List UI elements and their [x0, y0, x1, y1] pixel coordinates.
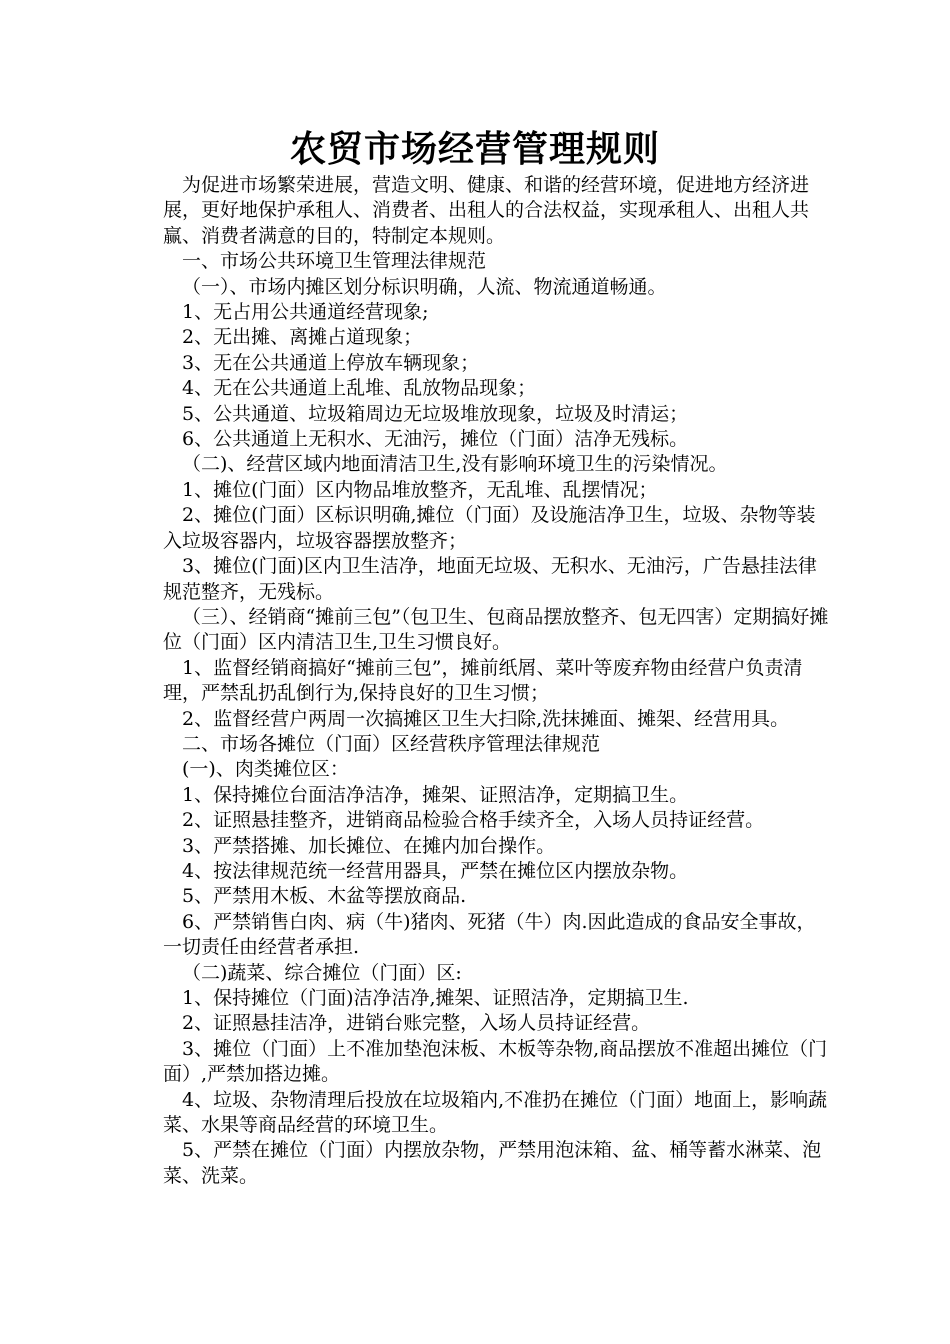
paragraph: 3、严禁搭摊、加长摊位、在摊内加台操作。: [182, 834, 556, 857]
paragraph: 4、按法律规范统一经营用器具，严禁在摊位区内摆放杂物。: [182, 859, 689, 882]
paragraph: 1、摊位(门面）区内物品堆放整齐，无乱堆、乱摆情况；: [182, 478, 658, 501]
paragraph: 二、市场各摊位（门面）区经营秩序管理法律规范: [182, 732, 601, 755]
paragraph: 6、严禁销售白肉、病（牛)猪肉、死猪（牛）肉.因此造成的食品安全事故，一切责任由经营者承担.: [163, 910, 816, 959]
paragraph: 1、监督经销商搞好“摊前三包”，摊前纸屑、菜叶等废弃物由经营户负责清理，严禁乱扔乱倒行为,保持良好的卫生习惯；: [163, 656, 803, 705]
paragraph: （二)、经营区域内地面清洁卫生,没有影响环境卫生的污染情况。: [182, 453, 728, 476]
paragraph: （二)蔬菜、综合摊位（门面）区:: [182, 961, 462, 984]
paragraph: （三）、经销商“摊前三包”（包卫生、包商品摆放整齐、包无四害）定期搞好摊位（门面）区内清洁卫生,卫生习惯良好。: [163, 605, 829, 654]
paragraph: 5、严禁在摊位（门面）内摆放杂物，严禁用泡沫箱、盆、桶等蓄水淋菜、泡菜、洗菜。: [163, 1139, 822, 1187]
paragraph: 2、摊位(门面）区标识明确,摊位（门面）及设施洁净卫生，垃圾、杂物等装入垃圾容器内，垃圾容器摆放整齐；: [163, 504, 816, 552]
document-body: [163, 173, 833, 1189]
paragraph: 3、摊位（门面）上不准加垫泡沫板、木板等杂物,商品摆放不准超出摊位（门面）,严禁加搭边摊。: [163, 1037, 828, 1086]
document-title: 农贸市场经营管理规则: [289, 128, 660, 170]
paragraph: 一、市场公共环境卫生管理法律规范: [182, 250, 487, 273]
paragraph: 1、保持摊位（门面)洁净洁净,摊架、证照洁净，定期搞卫生.: [182, 987, 689, 1009]
paragraph: 3、摊位(门面)区内卫生洁净，地面无垃圾、无积水、无油污，广告悬挂法律规范整齐，无残标。: [163, 555, 817, 603]
paragraph: 3、无在公共通道上停放车辆现象；: [182, 351, 480, 374]
paragraph: 2、证照悬挂洁净，进销台账完整，入场人员持证经营。: [182, 1012, 651, 1035]
paragraph: 4、无在公共通道上乱堆、乱放物品现象；: [182, 377, 537, 400]
paragraph: 为促进市场繁荣进展，营造文明、健康、和谐的经营环境，促进地方经济进展，更好地保护承租人、消费者、出租人的合法权益，实现承租人、出租人共赢、消费者满意的目的，特制定本规则。: [163, 174, 810, 247]
paragraph: (一)、肉类摊位区：: [182, 758, 349, 781]
paragraph: 5、严禁用木板、木盆等摆放商品.: [182, 885, 467, 908]
paragraph: 2、监督经营户两周一次搞摊区卫生大扫除,洗抹摊面、摊架、经营用具。: [182, 707, 790, 730]
paragraph: 1、保持摊位台面洁净洁净，摊架、证照洁净，定期搞卫生。: [182, 783, 689, 806]
paragraph: 2、证照悬挂整齐，进销商品检验合格手续齐全，入场人员持证经营。: [182, 809, 765, 832]
paragraph: 6、公共通道上无积水、无油污，摊位（门面）洁净无残标。: [182, 428, 689, 451]
paragraph: （一）、市场内摊区划分标识明确，人流、物流通道畅通。: [182, 275, 667, 298]
paragraph: 2、无出摊、离摊占道现象；: [182, 326, 423, 349]
paragraph: 1、无占用公共通道经营现象;: [182, 301, 429, 324]
paragraph: 4、垃圾、杂物清理后投放在垃圾箱内,不准扔在摊位（门面）地面上，影响蔬菜、水果等商品经营的环境卫生。: [163, 1088, 828, 1137]
paragraph: 5、公共通道、垃圾箱周边无垃圾堆放现象，垃圾及时清运；: [182, 402, 689, 425]
